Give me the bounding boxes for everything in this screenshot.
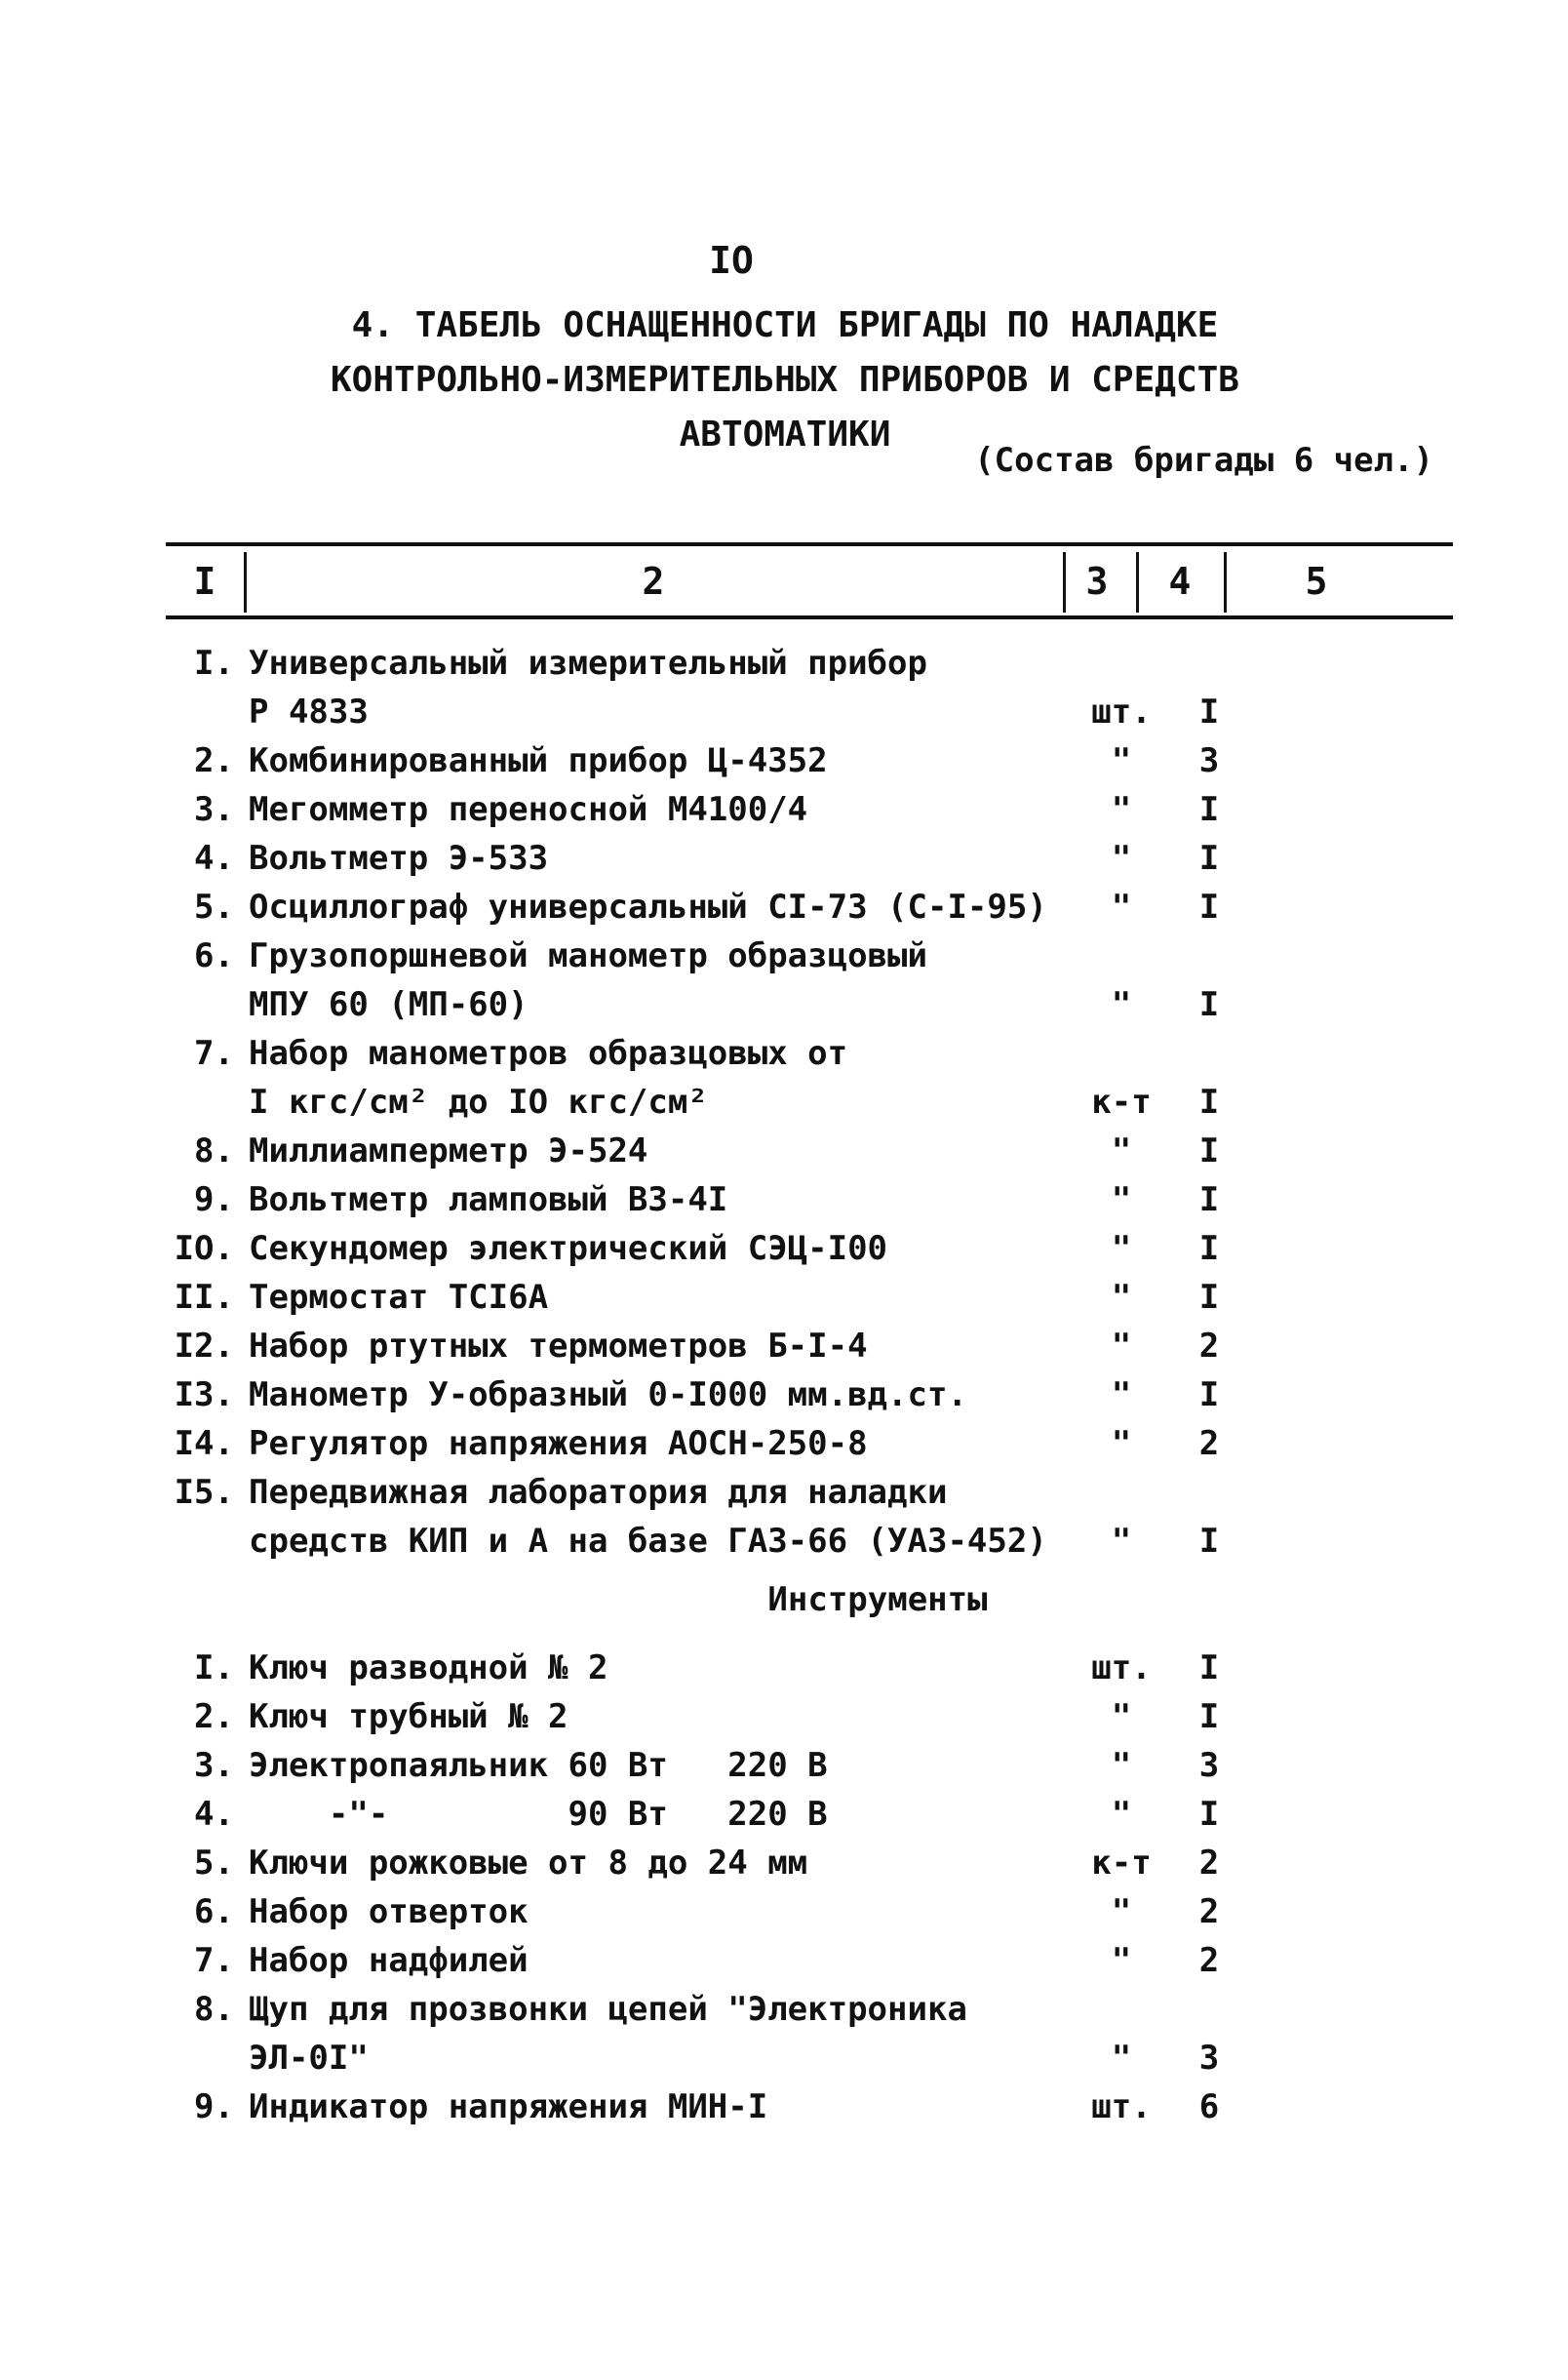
row-unit: " bbox=[1111, 1424, 1132, 1463]
row-name: Регулятор напряжения АОСН-250-8 bbox=[249, 1424, 868, 1463]
table-row bbox=[0, 1936, 1568, 1985]
row-index: 4. bbox=[194, 839, 234, 878]
row-name: Щуп для прозвонки цепей "Электроника bbox=[249, 1990, 967, 2029]
header-col-2: 2 bbox=[642, 560, 665, 603]
row-name: ЭЛ-0I" bbox=[249, 2039, 369, 2078]
table-row bbox=[0, 1985, 1568, 2034]
table-row bbox=[0, 1839, 1568, 1887]
row-unit: " bbox=[1111, 1327, 1132, 1366]
row-qty: 2 bbox=[1198, 1941, 1220, 1980]
row-name: средств КИП и А на базе ГАЗ-66 (УАЗ-452) bbox=[249, 1522, 1047, 1561]
row-unit: " bbox=[1111, 888, 1132, 927]
row-qty: 2 bbox=[1198, 1327, 1220, 1366]
table-row bbox=[0, 1322, 1568, 1370]
row-name: Термостат ТСI6А bbox=[249, 1278, 549, 1317]
row-name: Набор надфилей bbox=[249, 1941, 529, 1980]
row-index: I2. bbox=[174, 1327, 234, 1366]
row-index: II. bbox=[174, 1278, 234, 1317]
row-qty: 3 bbox=[1198, 1746, 1220, 1785]
row-name: Ключи рожковые от 8 до 24 мм bbox=[249, 1844, 808, 1883]
row-name: I кгс/см² до IO кгс/см² bbox=[249, 1083, 708, 1122]
title-line-2: КОНТРОЛЬНО-ИЗМЕРИТЕЛЬНЫХ ПРИБОРОВ И СРЕДСТВ bbox=[331, 360, 1239, 400]
header-separator bbox=[244, 552, 247, 613]
row-index: 3. bbox=[194, 790, 234, 829]
row-qty: 3 bbox=[1198, 2039, 1220, 2078]
row-qty: I bbox=[1198, 790, 1220, 829]
row-unit: " bbox=[1111, 741, 1132, 780]
row-index: 2. bbox=[194, 1697, 234, 1736]
header-col-4: 4 bbox=[1168, 560, 1192, 603]
row-name: Набор отверток bbox=[249, 1892, 529, 1931]
row-qty: I bbox=[1198, 1648, 1220, 1687]
row-unit: к-т bbox=[1091, 1844, 1152, 1883]
row-index: 9. bbox=[194, 2087, 234, 2126]
row-index: 3. bbox=[194, 1746, 234, 1785]
row-unit: " bbox=[1111, 839, 1132, 878]
row-unit: " bbox=[1111, 1941, 1132, 1980]
row-name: Секундомер электрический СЭЦ-I00 bbox=[249, 1229, 888, 1268]
table-row bbox=[0, 1127, 1568, 1175]
row-qty: I bbox=[1198, 1278, 1220, 1317]
document-title bbox=[244, 298, 1326, 462]
row-name: Манометр У-образный 0-I000 мм.вд.ст. bbox=[249, 1375, 967, 1414]
row-qty: I bbox=[1198, 1229, 1220, 1268]
row-index: I5. bbox=[174, 1473, 234, 1512]
row-unit: " bbox=[1111, 1746, 1132, 1785]
row-qty: I bbox=[1198, 888, 1220, 927]
table-row bbox=[0, 1644, 1568, 1692]
header-col-5: 5 bbox=[1305, 560, 1328, 603]
row-index: 4. bbox=[194, 1795, 234, 1834]
row-index: IO. bbox=[174, 1229, 234, 1268]
row-name: Миллиамперметр Э-524 bbox=[249, 1131, 648, 1170]
row-name: Электропаяльник 60 Вт 220 В bbox=[249, 1746, 828, 1785]
row-unit: шт. bbox=[1091, 1648, 1152, 1687]
row-index: 5. bbox=[194, 888, 234, 927]
table-row bbox=[0, 883, 1568, 932]
header-col-3: 3 bbox=[1085, 560, 1109, 603]
table-top-rule bbox=[166, 542, 1453, 546]
row-index: 7. bbox=[194, 1034, 234, 1073]
row-name: Вольтметр Э-533 bbox=[249, 839, 549, 878]
row-unit: " bbox=[1111, 2039, 1132, 2078]
row-unit: " bbox=[1111, 1180, 1132, 1219]
title-line-3: АВТОМАТИКИ bbox=[679, 415, 891, 455]
row-qty: I bbox=[1198, 1083, 1220, 1122]
row-index: 2. bbox=[194, 741, 234, 780]
row-unit: " bbox=[1111, 1795, 1132, 1834]
table-row bbox=[0, 2034, 1568, 2082]
table-header bbox=[166, 542, 1453, 620]
row-name: Индикатор напряжения МИН-I bbox=[249, 2087, 768, 2126]
row-unit: " bbox=[1111, 1278, 1132, 1317]
table-row bbox=[0, 834, 1568, 883]
table-row bbox=[0, 1419, 1568, 1468]
table-row bbox=[0, 1078, 1568, 1127]
table-row bbox=[0, 1273, 1568, 1322]
row-index: 7. bbox=[194, 1941, 234, 1980]
row-qty: I bbox=[1198, 1795, 1220, 1834]
table-row bbox=[0, 785, 1568, 834]
table-row bbox=[0, 1370, 1568, 1419]
header-col-1: I bbox=[193, 560, 216, 603]
row-name: Осциллограф универсальный СI-73 (С-I-95) bbox=[249, 888, 1047, 927]
row-qty: 2 bbox=[1198, 1424, 1220, 1463]
row-name: Грузопоршневой манометр образцовый bbox=[249, 936, 927, 975]
row-unit: " bbox=[1111, 1229, 1132, 1268]
row-unit: " bbox=[1111, 1131, 1132, 1170]
team-composition: (Состав бригады 6 чел.) bbox=[974, 441, 1433, 480]
row-unit: " bbox=[1111, 1697, 1132, 1736]
page-number: IO bbox=[709, 239, 754, 282]
row-index: I. bbox=[194, 1648, 234, 1687]
row-name: Универсальный измерительный прибор bbox=[249, 644, 927, 683]
table-row bbox=[0, 736, 1568, 785]
row-qty: 6 bbox=[1198, 2087, 1220, 2126]
row-qty: I bbox=[1198, 1131, 1220, 1170]
row-index: 6. bbox=[194, 936, 234, 975]
table-row bbox=[0, 1175, 1568, 1224]
row-qty: 3 bbox=[1198, 741, 1220, 780]
header-separator bbox=[1063, 552, 1066, 613]
row-unit: " bbox=[1111, 1522, 1132, 1561]
tools-section-title: Инструменты bbox=[767, 1580, 988, 1619]
row-qty: I bbox=[1198, 839, 1220, 878]
row-qty: I bbox=[1198, 1375, 1220, 1414]
row-name: Комбинированный прибор Ц-4352 bbox=[249, 741, 828, 780]
row-index: 5. bbox=[194, 1844, 234, 1883]
table-row bbox=[0, 1517, 1568, 1566]
row-name: Ключ разводной № 2 bbox=[249, 1648, 608, 1687]
row-name: Набор манометров образцовых от bbox=[249, 1034, 848, 1073]
row-unit: к-т bbox=[1091, 1083, 1152, 1122]
row-name: Вольтметр ламповый ВЗ-4I bbox=[249, 1180, 728, 1219]
row-qty: 2 bbox=[1198, 1844, 1220, 1883]
table-row bbox=[0, 1741, 1568, 1790]
table-row bbox=[0, 1224, 1568, 1273]
row-qty: I bbox=[1198, 693, 1220, 732]
row-unit: шт. bbox=[1091, 2087, 1152, 2126]
row-qty: I bbox=[1198, 985, 1220, 1024]
row-unit: " bbox=[1111, 790, 1132, 829]
row-name: Мегомметр переносной М4100/4 bbox=[249, 790, 808, 829]
table-row bbox=[0, 1468, 1568, 1517]
row-index: 8. bbox=[194, 1131, 234, 1170]
row-name: Р 4833 bbox=[249, 693, 369, 732]
row-index: 9. bbox=[194, 1180, 234, 1219]
row-unit: " bbox=[1111, 1375, 1132, 1414]
row-index: I4. bbox=[174, 1424, 234, 1463]
row-unit: шт. bbox=[1091, 693, 1152, 732]
row-qty: 2 bbox=[1198, 1892, 1220, 1931]
row-qty: I bbox=[1198, 1522, 1220, 1561]
row-name: Набор ртутных термометров Б-I-4 bbox=[249, 1327, 868, 1366]
row-unit: " bbox=[1111, 985, 1132, 1024]
row-index: I. bbox=[194, 644, 234, 683]
table-row bbox=[0, 932, 1568, 980]
title-line-1: 4. ТАБЕЛЬ ОСНАЩЕННОСТИ БРИГАДЫ ПО НАЛАДКЕ bbox=[351, 305, 1219, 345]
row-qty: I bbox=[1198, 1180, 1220, 1219]
header-separator bbox=[1224, 552, 1227, 613]
row-index: I3. bbox=[174, 1375, 234, 1414]
table-row bbox=[0, 1692, 1568, 1741]
table-row bbox=[0, 639, 1568, 688]
table-row bbox=[0, 2082, 1568, 2131]
row-qty: I bbox=[1198, 1697, 1220, 1736]
table-row bbox=[0, 1790, 1568, 1839]
row-name: -"- 90 Вт 220 В bbox=[249, 1795, 828, 1834]
table-header-bottom-rule bbox=[166, 615, 1453, 619]
row-unit: " bbox=[1111, 1892, 1132, 1931]
header-separator bbox=[1136, 552, 1139, 613]
row-name: МПУ 60 (МП-60) bbox=[249, 985, 529, 1024]
table-row bbox=[0, 1029, 1568, 1078]
table-row bbox=[0, 980, 1568, 1029]
row-name: Передвижная лаборатория для наладки bbox=[249, 1473, 948, 1512]
table-row bbox=[0, 1887, 1568, 1936]
row-index: 6. bbox=[194, 1892, 234, 1931]
row-index: 8. bbox=[194, 1990, 234, 2029]
table-row bbox=[0, 688, 1568, 736]
row-name: Ключ трубный № 2 bbox=[249, 1697, 568, 1736]
